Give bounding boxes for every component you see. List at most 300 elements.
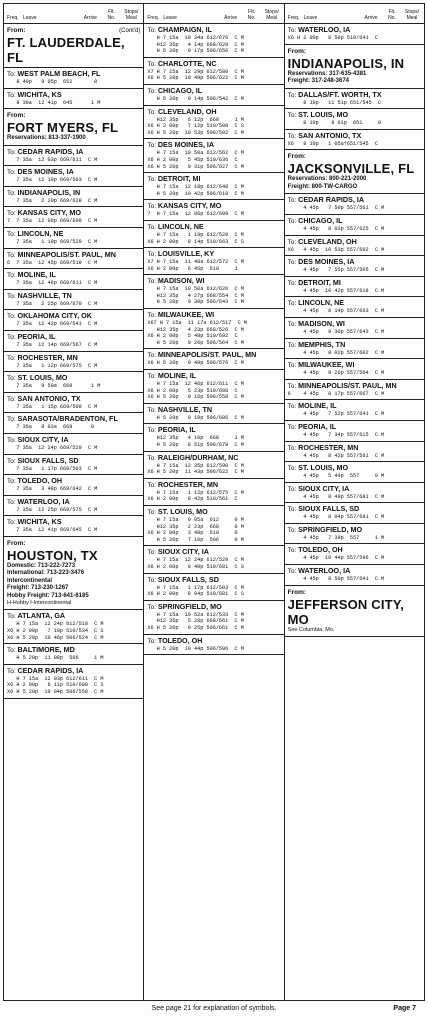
- to-prefix: To:: [287, 197, 299, 205]
- destination-block: [4, 372, 143, 393]
- origin-city-header: [285, 150, 424, 194]
- destination-title: [7, 373, 140, 383]
- origin-city-header: [4, 24, 143, 68]
- to-prefix: To:: [7, 272, 18, 280]
- destination-block: [4, 89, 143, 110]
- destination-block: [4, 331, 143, 352]
- destination-title: [147, 547, 280, 557]
- header-flt: Flt. No.: [107, 9, 116, 21]
- destination-title: [7, 353, 140, 363]
- destination-title: [288, 381, 421, 391]
- flight-row: X6 H 2 00p 8 49p 510/681 C S: [147, 563, 244, 570]
- flight-row: X6 H 2 00p 8 14p 510/663 C S: [147, 238, 244, 245]
- to-prefix: To:: [7, 457, 18, 465]
- destination-block: [4, 352, 143, 373]
- destination-block: [4, 393, 143, 414]
- to-prefix: To:: [7, 251, 18, 259]
- destination-name: SAN ANTONIO, TX: [17, 393, 81, 403]
- destination-block: [285, 503, 424, 524]
- to-prefix: To:: [147, 427, 158, 435]
- destination-title: [7, 69, 140, 79]
- destination-block: [144, 275, 283, 309]
- header-leave: Leave: [23, 14, 37, 21]
- destination-title: [147, 174, 280, 184]
- flight-row: H 7 15a 1 12p 612/575 C M: [147, 489, 244, 496]
- from-text: From:: [7, 27, 26, 34]
- destination-name: SIOUX CITY, IA: [298, 483, 350, 493]
- destination-name: RALEIGH/DURHAM, NC: [157, 452, 239, 462]
- to-prefix: To:: [287, 526, 299, 534]
- destination-name: ST. LOUIS, MO: [298, 463, 349, 473]
- flight-row: X6 H 2 00p 5 45p 510/636 C: [147, 156, 238, 163]
- flight-row: X7 H 7 15a 12 29p 612/580 C M: [147, 68, 244, 75]
- destination-title: [288, 525, 421, 535]
- flight-row: 4 45p 7 55p 557/505 C M: [287, 267, 385, 274]
- flight-row: 7 35a 2 25p 669/670 C M: [7, 300, 98, 307]
- to-prefix: To:: [7, 148, 18, 156]
- destination-name: BALTIMORE, MD: [17, 645, 75, 655]
- flight-row: H 7 15a 10 50a 612/562 C M: [147, 150, 244, 157]
- origin-city-name: JACKSONVILLE, FL: [287, 161, 415, 177]
- to-prefix: To:: [287, 238, 299, 246]
- destination-block: [285, 194, 424, 215]
- destination-name: WATERLOO, IA: [17, 496, 70, 506]
- to-prefix: To:: [287, 132, 299, 140]
- to-prefix: To:: [7, 71, 18, 78]
- to-prefix: To:: [287, 444, 299, 452]
- destination-name: DETROIT, MI: [298, 277, 341, 287]
- destination-name: WICHITA, KS: [17, 517, 62, 527]
- destination-block: [4, 146, 143, 167]
- destination-title: [7, 611, 140, 621]
- from-label: [7, 27, 140, 35]
- flight-row: X6 8 10p 1 05a†651/545 C: [287, 140, 378, 147]
- flight-row: 8 10p 11 51p 651/545 C: [287, 99, 382, 106]
- flight-row: X6 H 5 20p 9 49p 506/576 C M: [147, 360, 244, 367]
- to-prefix: To:: [287, 300, 299, 308]
- destination-name: MADISON, WI: [157, 276, 205, 286]
- destination-block: [285, 359, 424, 380]
- origin-city-header: [4, 537, 143, 611]
- to-prefix: To:: [7, 334, 18, 342]
- to-prefix: To:: [147, 278, 158, 286]
- flight-row: 4 45p 10 44p 557/596 C M: [287, 555, 385, 562]
- destination-title: [7, 311, 140, 321]
- origin-city-name: INDIANAPOLIS, IN: [287, 55, 405, 71]
- destination-title: [147, 480, 280, 490]
- destination-name: CEDAR RAPIDS, IA: [17, 146, 84, 156]
- from-label: [288, 589, 421, 597]
- to-prefix: To:: [7, 437, 18, 444]
- destination-title: [147, 371, 280, 381]
- destination-block: [144, 601, 283, 635]
- destination-title: [7, 435, 140, 445]
- flight-row: H 7 15a 12 03p 612/611 C M: [7, 675, 104, 682]
- to-prefix: To:: [147, 576, 158, 584]
- footer-note: See page 21 for explanation of symbols.: [151, 1005, 277, 1012]
- from-text: From:: [287, 47, 307, 55]
- destination-name: KANSAS CITY, MO: [17, 208, 81, 218]
- flight-row: X6 H 2 00p 3 48p 510 0: [147, 530, 238, 537]
- destination-title: [288, 25, 421, 35]
- destination-block: [4, 413, 143, 434]
- flight-row: H 5 20p 9 14p 506/542 C M: [147, 95, 244, 102]
- flight-row: 6 7 35a 12 45p 669/519 C M: [7, 259, 98, 266]
- to-prefix: To:: [147, 176, 158, 184]
- flight-row: H 7 15a 1 19p 612/529 C M: [147, 231, 244, 238]
- destination-title: [288, 216, 421, 226]
- destination-block: [285, 109, 424, 130]
- destination-block: [4, 228, 143, 249]
- to-prefix: To:: [7, 416, 18, 424]
- flight-row: H12 35p 4 23p 668/526 C M: [147, 326, 244, 333]
- to-prefix: To:: [287, 279, 299, 287]
- destination-title: [7, 250, 140, 260]
- destination-name: CEDAR RAPIDS, IA: [298, 195, 365, 205]
- from-text: From:: [287, 588, 307, 596]
- flight-row: H 7 15a 12 24p 612/518 C M: [7, 621, 104, 628]
- flight-row: H 5 20p 7 10p 506 0 M: [147, 536, 244, 543]
- destination-name: NASHVILLE, TN: [17, 290, 72, 300]
- destination-name: DES MOINES, IA: [17, 167, 74, 177]
- destination-block: [4, 187, 143, 208]
- destination-name: WICHITA, KS: [17, 89, 62, 99]
- destination-title: [7, 291, 140, 301]
- flight-row: X6 H 2 00p 6 45p 510 1: [147, 265, 238, 272]
- to-prefix: To:: [147, 549, 158, 557]
- header-stops: Stops/ Meal: [264, 9, 279, 21]
- destination-block: [144, 479, 283, 506]
- destination-block: [144, 424, 283, 451]
- destination-name: LINCOLN, NE: [298, 298, 345, 308]
- flight-row: 7 7 35a 12 06p 669/609 C M: [7, 218, 98, 225]
- to-prefix: To:: [287, 382, 299, 390]
- destination-title: [147, 140, 280, 150]
- flight-row: 7 35a 12 46p 669/611 C M: [7, 280, 98, 287]
- destination-name: WEST PALM BEACH, FL: [17, 69, 101, 78]
- destination-title: [147, 575, 280, 585]
- origin-city-header: [285, 45, 424, 89]
- destination-title: [147, 507, 280, 517]
- to-prefix: To:: [7, 210, 18, 218]
- to-prefix: To:: [7, 169, 18, 177]
- destination-block: [4, 269, 143, 290]
- destination-block: [285, 483, 424, 504]
- origin-city-name: FT. LAUDERDALE, FL: [7, 35, 125, 65]
- flight-row: 7 35a 1 12p 669/575 C M: [7, 362, 98, 369]
- to-prefix: To:: [147, 637, 158, 645]
- destination-block: [144, 506, 283, 546]
- destination-block: [144, 349, 283, 370]
- destination-name: CHAMPAIGN, IL: [157, 25, 212, 34]
- flight-row: 4 45p 8 49p 557/681 C M: [287, 493, 385, 500]
- destination-name: SPRINGFIELD, MO: [298, 524, 363, 534]
- flight-row: H 5 20p 11 08p 506 1 M: [7, 655, 104, 662]
- flight-row: H12 35p 4 14p 668/620 C M: [147, 41, 244, 48]
- flight-row: 7 35a 12 25p 669/575 C M: [7, 506, 98, 513]
- destination-block: [4, 475, 143, 496]
- flight-row: 4 45p 5 49p 557 0 M: [287, 473, 385, 480]
- to-prefix: To:: [147, 142, 158, 150]
- flight-row: X7 H 7 15a 11 48a 612/572 C M: [147, 259, 244, 266]
- destination-name: DALLAS/FT. WORTH, TX: [298, 89, 382, 99]
- destination-title: [288, 463, 421, 473]
- flight-row: X6 H 2 00p 7 19p 510/534 C S: [7, 628, 104, 635]
- flight-row: H 7 15a 10 52a 612/533 C M: [147, 611, 244, 618]
- destination-block: [285, 544, 424, 565]
- flight-row: 7 35a 12 10p 669/503 C M: [7, 177, 98, 184]
- to-prefix: To:: [7, 231, 18, 239]
- flight-row: 4 45p 7 39p 557 1 M: [287, 534, 385, 541]
- destination-title: [288, 443, 421, 453]
- to-prefix: To:: [7, 667, 18, 675]
- destination-block: [285, 297, 424, 318]
- destination-block: [285, 442, 424, 463]
- flight-row: 4 45p 7 52p 557/641 C M: [287, 411, 385, 418]
- destination-block: [4, 290, 143, 311]
- destination-title: [147, 425, 280, 435]
- to-prefix: To:: [287, 362, 299, 370]
- flight-row: H 7 15a 9 05a 612 0 M: [147, 516, 244, 523]
- flight-row: 4 45p 7 50p 557/561 C M: [287, 205, 385, 212]
- header-arrive: Arrive: [224, 14, 238, 21]
- origin-city-name: HOUSTON, TX: [7, 547, 98, 563]
- destination-name: MOLINE, IL: [157, 371, 197, 381]
- to-prefix: To:: [147, 27, 158, 34]
- to-prefix: To:: [147, 223, 158, 231]
- destination-block: [4, 249, 143, 270]
- to-prefix: To:: [287, 320, 299, 328]
- to-prefix: To:: [7, 478, 18, 486]
- from-text: From:: [287, 153, 307, 161]
- flight-row: 6 4 45p 8 17p 557/667 C M: [287, 390, 385, 397]
- to-prefix: To:: [287, 27, 299, 34]
- destination-name: KANSAS CITY, MO: [157, 201, 222, 211]
- flight-row: X6 4 45p 10 53p 557/502 C M: [287, 246, 385, 253]
- destination-block: [285, 339, 424, 360]
- destination-block: [285, 318, 424, 339]
- destination-title: [147, 602, 280, 612]
- destination-name: SIOUX CITY, IA: [157, 547, 209, 557]
- destination-title: [288, 360, 421, 370]
- flight-row: H 7 15a 12 46p 612/611 C M: [147, 381, 244, 388]
- to-prefix: To:: [147, 603, 158, 611]
- destination-title: [7, 208, 140, 218]
- to-prefix: To:: [7, 292, 18, 300]
- contact-info: Freight: 317-248-3674: [287, 78, 350, 85]
- flight-row: H 7 15a 12 18p 612/648 C M: [147, 184, 244, 191]
- destination-name: SPRINGFIELD, MO: [157, 601, 222, 611]
- destination-block: [285, 130, 424, 151]
- destination-name: ST. LOUIS, MO: [157, 506, 208, 516]
- flight-row: X6 H 2 00p 7 12p 510/508 C S: [147, 123, 244, 130]
- destination-title: [7, 666, 140, 676]
- to-prefix: To:: [287, 465, 299, 473]
- flight-row: H12 35p 5 28p 668/661 C M: [147, 618, 244, 625]
- flight-row: 4 45p 8 04p 557/681 C M: [287, 514, 385, 521]
- column-3: [285, 4, 424, 1000]
- flight-row: H 7 15a 1 17p 612/503 C M: [147, 584, 244, 591]
- destination-title: [7, 167, 140, 177]
- contact-info: Freight: 713-230-1267: [7, 585, 69, 592]
- destination-name: SAN ANTONIO, TX: [298, 130, 362, 140]
- destination-block: [144, 200, 283, 221]
- flight-row: H 5 20p 10 42p 506/618 C M: [147, 190, 244, 197]
- destination-title: [7, 270, 140, 280]
- to-prefix: To:: [7, 375, 18, 383]
- flight-row: 7 35a 1 15p 669/509 C M: [7, 403, 98, 410]
- header-freq: Freq.: [147, 14, 159, 21]
- destination-block: [144, 309, 283, 349]
- destination-block: [4, 665, 143, 699]
- destination-name: CHICAGO, IL: [298, 215, 343, 225]
- destination-title: [147, 25, 280, 35]
- to-prefix: To:: [147, 406, 158, 414]
- contact-info: Reservations: 800-221-2000: [287, 176, 367, 183]
- destination-block: [285, 24, 424, 45]
- destination-name: MEMPHIS, TN: [298, 339, 346, 349]
- destination-block: [144, 24, 283, 58]
- header-arrive: Arrive: [83, 14, 97, 21]
- to-prefix: To:: [147, 481, 158, 489]
- destination-title: [147, 201, 280, 211]
- destination-block: [285, 277, 424, 298]
- destination-block: [285, 421, 424, 442]
- destination-name: PEORIA, IL: [157, 425, 196, 435]
- to-prefix: To:: [287, 568, 299, 576]
- city-note: See Columbia, Mo.: [287, 626, 335, 633]
- destination-title: [7, 476, 140, 486]
- flight-row: 4 45p 8 42p 557/561 C M: [287, 452, 385, 459]
- flight-row: H 7 15a 10 50a 612/626 C M: [147, 286, 244, 293]
- destination-title: [147, 276, 280, 286]
- flight-row: H12 35p 4 10p 668 1 M: [147, 435, 244, 442]
- flight-row: 7 35a 12 42p 669/541 C M: [7, 321, 98, 328]
- flight-row: 4 45p 10 42p 557/618 C M: [287, 287, 385, 294]
- destination-block: [144, 370, 283, 404]
- destination-title: [7, 188, 140, 198]
- destination-block: [4, 455, 143, 476]
- destination-name: OKLAHOMA CITY, OK: [17, 311, 92, 321]
- to-prefix: To:: [147, 352, 158, 360]
- flight-row: X6 H 5 20p 10 49p 506/622 C M: [147, 75, 244, 82]
- destination-block: [144, 574, 283, 601]
- flight-row: 7 35a 12 41p 669/645 C M: [7, 527, 98, 534]
- contact-info: Freight: 800-TW-CARGO: [287, 183, 358, 190]
- destination-title: [7, 456, 140, 466]
- header-stops: Stops/ Meal: [404, 9, 420, 21]
- flight-row: X6 H 5 20p 11 43p 506/622 C M: [147, 469, 244, 476]
- destination-block: [285, 89, 424, 110]
- destination-block: [144, 85, 283, 106]
- header-flt: Flt. No.: [388, 9, 396, 21]
- destination-block: [4, 310, 143, 331]
- destination-name: DES MOINES, IA: [298, 257, 355, 267]
- to-prefix: To:: [147, 312, 158, 320]
- header-arrive: Arrive: [364, 14, 378, 21]
- destination-name: ST. LOUIS, MO: [298, 110, 349, 120]
- flight-row: X6 H 5 20p 9 25p 506/661 C M: [147, 624, 244, 631]
- destination-title: [147, 86, 280, 96]
- destination-name: ROCHESTER, MN: [157, 479, 219, 489]
- flight-row: 7 35a 3 48p 669/642 C M: [7, 486, 98, 493]
- flight-row: H 5 20p 9 17p 506/656 C M: [147, 48, 244, 55]
- flight-row: X6 H 5 20p 10 46p 506/524 C M: [7, 634, 104, 641]
- contact-info: Reservations: 317-635-4381: [287, 70, 367, 77]
- destination-block: [4, 166, 143, 187]
- destination-name: CLEVELAND, OH: [157, 106, 217, 116]
- to-prefix: To:: [7, 91, 18, 99]
- destination-block: [285, 400, 424, 421]
- destination-title: [7, 645, 140, 655]
- flight-row: H12 35p 2 23p 668 0 M: [147, 523, 244, 530]
- to-prefix: To:: [287, 259, 299, 267]
- destination-name: DES MOINES, IA: [157, 140, 215, 150]
- destination-title: [7, 517, 140, 527]
- to-prefix: To:: [287, 341, 299, 349]
- destination-name: DETROIT, MI: [157, 174, 201, 184]
- flight-row: X6 H 2 00p 6 11p 510/688 C S: [7, 682, 104, 689]
- flight-row: 7 35a 2 20p 669/628 C M: [7, 197, 98, 204]
- header-flt: Flt. No.: [247, 9, 256, 21]
- destination-block: [144, 546, 283, 573]
- destination-name: WATERLOO, IA: [298, 25, 351, 34]
- to-prefix: To:: [147, 60, 158, 68]
- to-prefix: To:: [147, 87, 158, 95]
- flight-row: X6 H 5 20p 9 16p 506/558 C M: [147, 394, 244, 401]
- destination-name: TOLEDO, OH: [17, 476, 63, 486]
- to-prefix: To:: [287, 112, 299, 120]
- flight-row: X6 H 5 20p 9 31p 506/627 C M: [147, 163, 244, 170]
- destination-block: [144, 139, 283, 173]
- destination-title: [7, 90, 140, 100]
- to-prefix: To:: [287, 485, 299, 493]
- destination-block: [144, 404, 283, 425]
- column-header: [144, 4, 283, 24]
- to-prefix: To:: [147, 251, 158, 259]
- to-prefix: To:: [287, 423, 299, 431]
- destination-block: [285, 524, 424, 545]
- column-1: [4, 4, 144, 1000]
- destination-title: [288, 131, 421, 141]
- destination-block: [4, 644, 143, 665]
- origin-city-name: FORT MYERS, FL: [7, 120, 119, 136]
- header-stops: Stops/ Meal: [124, 9, 139, 21]
- destination-title: [288, 195, 421, 205]
- destination-name: CEDAR RAPIDS, IA: [17, 665, 84, 675]
- to-prefix: To:: [7, 647, 18, 655]
- contact-info: International: 713-223-3476: [7, 570, 85, 577]
- to-prefix: To:: [7, 519, 18, 527]
- destination-title: [288, 504, 421, 514]
- header-leave: Leave: [163, 14, 177, 21]
- flight-row: 7 35a 9 50a 669 1 M: [7, 383, 101, 390]
- flight-row: 4 45p 7 34p 557/615 C M: [287, 431, 385, 438]
- destination-title: [288, 90, 421, 100]
- destination-name: TOLEDO, OH: [298, 545, 343, 555]
- to-prefix: To:: [147, 508, 158, 516]
- flight-row: 4 45p 8 14p 557/663 C M: [287, 308, 385, 315]
- destination-title: [7, 497, 140, 507]
- destination-title: [288, 422, 421, 432]
- destination-title: [288, 237, 421, 247]
- destination-name: INDIANAPOLIS, IN: [17, 187, 81, 197]
- flight-row: X6 H 2 00p 5 23p 510/688 C: [147, 387, 238, 394]
- destination-block: [144, 248, 283, 275]
- flight-row: 7 35a 1 19p 669/529 C M: [7, 239, 98, 246]
- destination-title: [288, 401, 421, 411]
- flight-row: X6 H 5 20p 10 04p 506/558 C M: [7, 689, 104, 696]
